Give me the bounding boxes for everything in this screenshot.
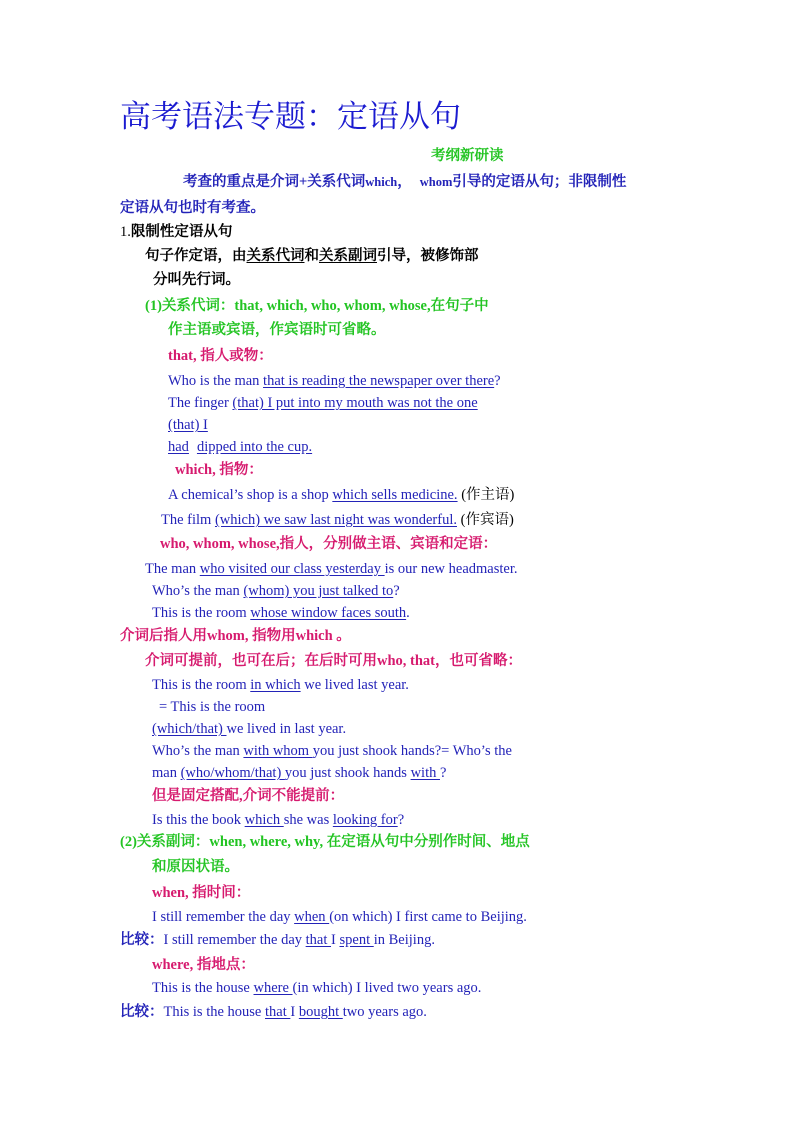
that-heading: that, 指人或物：: [168, 348, 273, 364]
ex15-mid: she was: [283, 812, 333, 828]
ex19-i: I: [290, 1004, 299, 1020]
compare-label-2: 比较：: [120, 1004, 164, 1020]
rel-adverb-heading-2: 和原因状语。: [152, 859, 239, 875]
compare-label: 比较：: [120, 932, 164, 948]
example-9: [152, 603, 410, 623]
section-1-heading: [120, 222, 232, 242]
page-title: 高考语法专题：定语从句: [120, 99, 461, 135]
ex7-clause: who visited our class yesterday: [199, 561, 385, 577]
section-1-title: 限制性定语从句: [130, 224, 233, 240]
ex14-with: with: [410, 765, 440, 781]
ex5-text: A chemical’s shop is a shop: [168, 487, 333, 503]
ex8-clause: (whom) you just talked to: [243, 583, 394, 599]
ex10-clause: in which: [250, 677, 301, 693]
example-4: [120, 437, 312, 457]
example-11: = This is the room: [159, 699, 266, 715]
ex15-end: ?: [397, 812, 405, 828]
ex9-text: This is the room: [152, 605, 251, 621]
when-heading: when, 指时间：: [152, 885, 251, 901]
ex17-that: that: [305, 932, 332, 948]
example-6: [161, 510, 514, 530]
ex14-end: ?: [439, 765, 447, 781]
example-19: [120, 1002, 427, 1022]
ex12-clause: (which/that): [152, 721, 227, 737]
ex12-end: we lived in last year.: [226, 721, 347, 737]
example-13: [152, 741, 512, 761]
section-1-number: 1.: [120, 224, 131, 240]
intro-text: 考查的重点是介词+关系代词: [183, 174, 366, 190]
ex18-end: (in which) I lived two years ago.: [292, 980, 482, 996]
ex17-i: I: [331, 932, 340, 948]
intro-whom: whom: [419, 175, 453, 189]
ex14-mid: you just shook hands: [284, 765, 411, 781]
ex1-text: Who is the man: [168, 373, 264, 389]
ex16-text: I still remember the day: [152, 909, 295, 925]
ex1-clause: that is reading the newspaper over there: [263, 373, 495, 389]
ex7-text: The man: [145, 561, 200, 577]
ex9-clause: whose window faces south: [250, 605, 407, 621]
ex16-end: (on which) I first came to Beijing.: [329, 909, 527, 925]
example-12: [152, 719, 346, 739]
example-5: [168, 485, 514, 505]
example-2: [168, 393, 478, 413]
ex9-end: .: [406, 605, 410, 621]
ex14-text: man: [152, 765, 181, 781]
ex1-end: ?: [494, 373, 501, 389]
section-1-line-2: 分叫先行词。: [153, 272, 240, 288]
ex5-note: (作主语): [457, 487, 515, 503]
intro-comma: ，: [397, 174, 412, 190]
example-7: [145, 559, 518, 579]
s1-text-e: 引导，被修饰部: [377, 248, 479, 264]
s1-text-a: 句子作定语，由: [145, 248, 247, 264]
ex17-text: I still remember the day: [163, 932, 306, 948]
section-1-line-1: [145, 246, 479, 266]
preposition-heading: 介词后指人用whom, 指物用which 。: [120, 628, 351, 644]
ex13-end: you just shook hands?= Who’s the: [312, 743, 512, 759]
subtitle: 考纲新研读: [431, 148, 504, 164]
ex6-text: The film: [161, 512, 215, 528]
ex19-bought: bought: [298, 1004, 343, 1020]
ex6-clause: (which) we saw last night was wonderful.: [214, 512, 457, 528]
ex16-when: when: [294, 909, 330, 925]
intro-which: which: [365, 175, 398, 189]
ex6-note: (作宾语): [456, 512, 514, 528]
ex17-end: in Beijing.: [373, 932, 435, 948]
ex13-clause: with whom: [243, 743, 313, 759]
ex2-text: The finger: [168, 395, 233, 411]
ex15-looking-for: looking for: [332, 812, 398, 828]
intro-line-2: 定语从句也时有考查。: [120, 200, 265, 216]
ex15-which: which: [244, 812, 284, 828]
rel-pronoun-heading: (1)关系代词：that, which, who, whom, whose,在句子中: [145, 298, 489, 314]
ex19-text: This is the house: [163, 1004, 265, 1020]
ex19-end: two years ago.: [342, 1004, 427, 1020]
example-14: [152, 763, 446, 783]
ex10-end: we lived last year.: [300, 677, 409, 693]
s1-term-adverb: 关系副词: [319, 248, 377, 264]
ex15-text: Is this the book: [152, 812, 245, 828]
ex10-text: This is the room: [152, 677, 251, 693]
ex18-text: This is the house: [152, 980, 254, 996]
ex17-spent: spent: [339, 932, 374, 948]
example-16: [152, 907, 527, 927]
ex18-where: where: [253, 980, 293, 996]
rel-adverb-heading: (2)关系副词：when, where, why, 在定语从句中分别作时间、地点: [120, 834, 530, 850]
ex19-that: that: [265, 1004, 291, 1020]
intro-line-1: [183, 172, 626, 192]
example-1: [168, 371, 501, 391]
fixed-phrase-heading: 但是固定搭配,介词不能提前：: [152, 788, 345, 804]
example-8: [152, 581, 400, 601]
intro-text-2: 引导的定语从句；非限制性: [452, 174, 627, 190]
example-10: [152, 675, 409, 695]
example-3: (that) I: [168, 417, 208, 433]
ex14-clause: (who/whom/that): [180, 765, 285, 781]
ex4-clause: dipped into the cup.: [196, 439, 313, 455]
ex8-end: ?: [393, 583, 400, 599]
s1-text-c: 和: [304, 248, 319, 264]
s1-term-pronoun: 关系代词: [246, 248, 305, 264]
which-heading: which, 指物：: [175, 462, 263, 478]
ex2-clause: (that) I put into my mouth was not the one: [232, 395, 478, 411]
example-15: [152, 810, 404, 830]
rel-pronoun-heading-2: 作主语或宾语，作宾语时可省略。: [168, 322, 386, 338]
where-heading: where, 指地点：: [152, 957, 255, 973]
ex13-text: Who’s the man: [152, 743, 244, 759]
example-17: [120, 930, 435, 950]
who-heading: who, whom, whose,指人，分别做主语、宾语和定语：: [160, 536, 498, 552]
example-18: [152, 978, 481, 998]
ex8-text: Who’s the man: [152, 583, 244, 599]
ex4-had: had: [168, 439, 189, 455]
ex7-end: is our new headmaster.: [384, 561, 518, 577]
preposition-heading-2: 介词可提前，也可在后；在后时可用who, that，也可省略：: [145, 653, 523, 669]
ex5-clause: which sells medicine.: [332, 487, 458, 503]
